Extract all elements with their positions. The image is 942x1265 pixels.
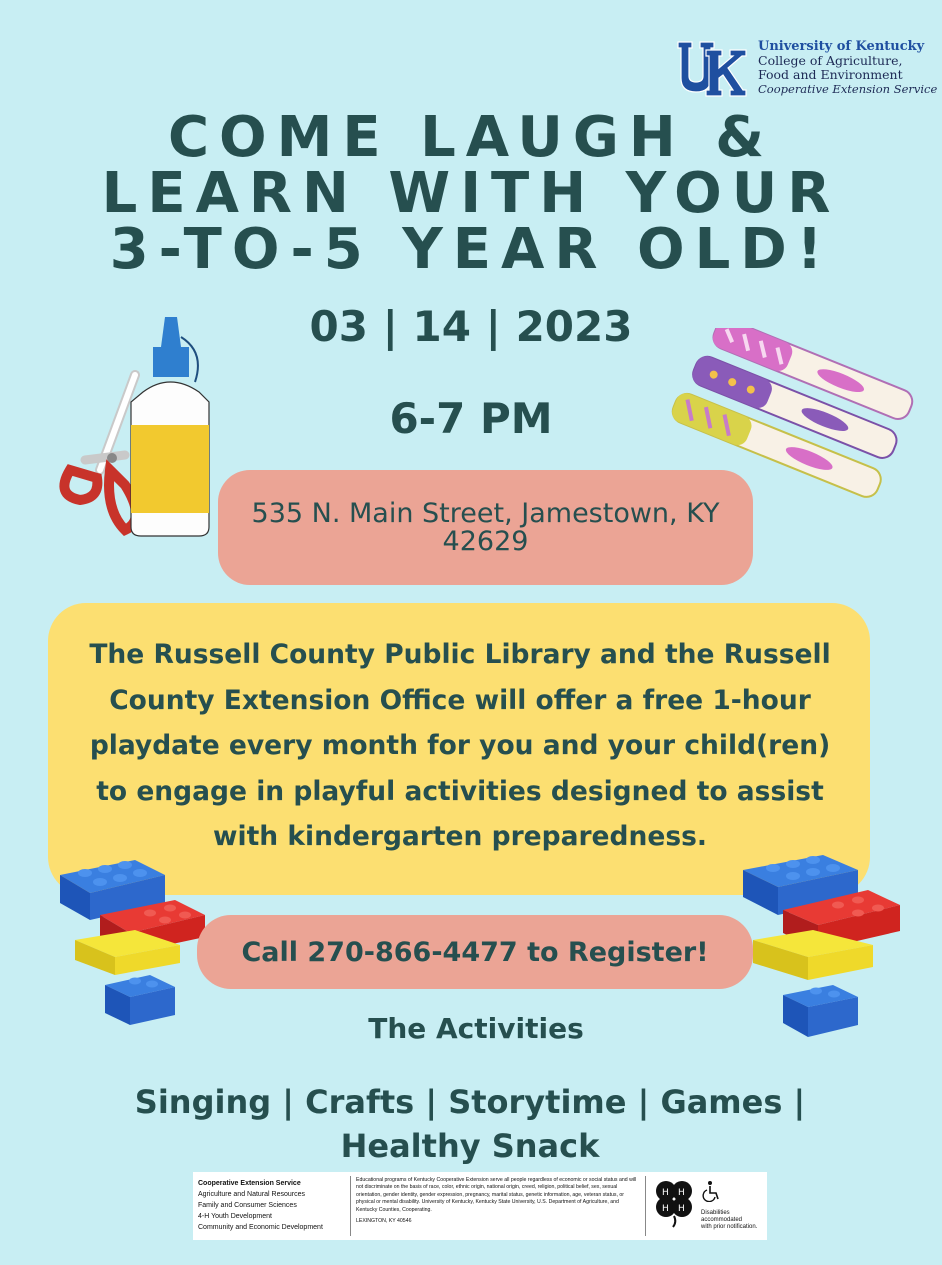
- activities-heading: The Activities: [368, 1012, 584, 1045]
- footer-city: LEXINGTON, KY 40546: [356, 1218, 412, 1225]
- four-h-clover-icon: [653, 1178, 695, 1228]
- footer-program-0: Cooperative Extension Service: [198, 1180, 301, 1187]
- description-free: free: [642, 684, 704, 716]
- glue-bottle-icon: [125, 312, 215, 542]
- wheelchair-icon: [701, 1180, 721, 1202]
- svg-text:H: H: [678, 1204, 685, 1214]
- description-text-1: The Russell County Public Library and the Russell County Extension Office will offer a: [89, 639, 831, 716]
- event-address: [218, 500, 753, 556]
- event-time: 6-7 PM: [389, 394, 553, 443]
- footer-legal: [356, 1177, 638, 1225]
- svg-text:H: H: [662, 1204, 669, 1214]
- activities-list: [120, 1080, 820, 1168]
- svg-text:H: H: [662, 1188, 669, 1198]
- uk-logo-icon: [676, 40, 748, 98]
- uk-college-line2: Food and Environment: [758, 67, 903, 82]
- disabilities-line-2: accommodated: [701, 1217, 743, 1223]
- disabilities-line-1: Disabilities: [701, 1210, 730, 1216]
- footer-program-1: Agriculture and Natural Resources: [198, 1191, 305, 1198]
- footer-programs: [198, 1178, 348, 1233]
- activities-line-2: Healthy Snack: [340, 1127, 600, 1165]
- footer-program-3: 4-H Youth Development: [198, 1213, 272, 1220]
- lego-bricks-right-icon: [738, 845, 908, 1040]
- address-line-1: 535 N. Main Street, Jamestown, KY: [251, 498, 720, 529]
- uk-name: University of Kentucky: [758, 39, 925, 54]
- lego-bricks-left-icon: [55, 845, 210, 1030]
- title-line-1: COME LAUGH &: [167, 105, 775, 170]
- event-description: [70, 632, 850, 860]
- footer-notice-text: Educational programs of Kentucky Cooperative Extension serve all people regardless of economic or social status and will not discriminate on the basis of race, color, ethnic origin, national origin, creed, religion, political belief, sex, sexual orientation, gender identity, gender expression, pregnancy, marital status, genetic information, age, veteran status, or physical or mental disability. University of Kentucky, Kentucky State University, U.S. Department of Agriculture, and Kentucky Counties, Cooperating.: [356, 1177, 637, 1213]
- activities-line-1: Singing | Crafts | Storytime | Games |: [134, 1083, 806, 1121]
- register-call: Call 270-866-4477 to Register!: [241, 937, 709, 968]
- uk-college-line1: College of Agriculture,: [758, 53, 903, 68]
- disabilities-line-3: with prior notification.: [701, 1224, 758, 1230]
- title-line-3: 3-TO-5 YEAR OLD!: [109, 217, 833, 282]
- footer-program-2: Family and Consumer Sciences: [198, 1202, 297, 1209]
- uk-wordmark: [758, 40, 938, 96]
- footer-program-4: Community and Economic Development: [198, 1224, 323, 1231]
- footer-divider: [350, 1176, 351, 1236]
- footer-divider: [645, 1176, 646, 1236]
- uk-extension-service: Cooperative Extension Service: [758, 82, 938, 96]
- event-date: 03 | 14 | 2023: [309, 302, 633, 351]
- disabilities-note: [701, 1210, 765, 1231]
- footer-notice: [193, 1172, 767, 1240]
- svg-text:H: H: [678, 1188, 685, 1198]
- title-line-2: LEARN WITH YOUR: [101, 161, 841, 226]
- page-title: [60, 105, 882, 282]
- description-text-2: 1-hour playdate every month for you and your child(ren) to engage in playful activities designed to assist with kindergarten preparedness.: [89, 684, 831, 852]
- address-line-2: 42629: [442, 526, 529, 557]
